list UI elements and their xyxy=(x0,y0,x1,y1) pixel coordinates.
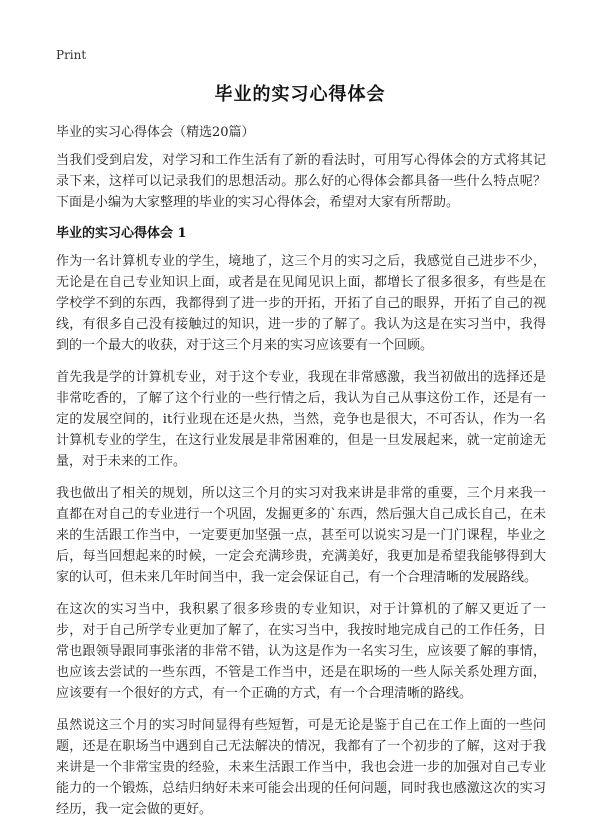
intro-paragraph: 当我们受到启发，对学习和工作生活有了新的看法时，可用写心得体会的方式将其记录下来，这样可以记录我们的思想活动。那么好的心得体会都具备一些什么特点呢？下面是小编为大家整理的毕业的实习心得体会，希望对大家有所帮助。 xyxy=(56,153,546,210)
print-link[interactable]: Print xyxy=(56,48,87,62)
body-paragraph: 作为一名计算机专业的学生，境地了，这三个月的实习之后，我感觉自己进步不少，无论是在自己专业知识上面，或者是在见闻见识上面，都增长了很多很多，有些是在学校学不到的东西，我都得到了进一步的开拓，开拓了自己的眼界，开拓了自己的视线，有很多自己没有接触过的知识，进一步的了解了。我认为这是在实习当中，我得到的一个最大的收获，对于这三个月来的实习应该要有一个回顾。 xyxy=(56,254,546,353)
body-paragraph: 我也做出了相关的规划，所以这三个月的实习对我来讲是非常的重要，三个月来我一直都在对自己的专业进行一个巩固，发掘更多的`东西，然后强大自己成长自己，在未来的生活跟工作当中，一定要更加坚强一点，甚至可以说实习是一门门课程，毕业之后，每当回想起来的时候，一定会充满珍贵，充满美好，我更加是希望我能够得到大家的认可，但未来几年时间当中，我一定会保证自己，有一个合理清晰的发展路线。 xyxy=(56,486,546,585)
body-paragraph: 首先我是学的计算机专业，对于这个专业，我现在非常感激，我当初做出的选择还是非常吃香的，了解了这个行业的一些行情之后，我认为自己从事这份工作，还是有一定的发展空间的，it行业现在还是火热，当然，竞争也是很大，不可否认，作为一名计算机专业的学生，在这行业发展是非常困难的，但是一旦发展起来，就一定前途无量，对于未来的工作。 xyxy=(56,370,546,469)
page-title: 毕业的实习心得体会 xyxy=(214,84,386,105)
document-subtitle: 毕业的实习心得体会（精选20篇） xyxy=(56,125,255,140)
body-paragraph: 虽然说这三个月的实习时间显得有些短暂，可是无论是鉴于自己在工作上面的一些问题，还是在职场当中遇到自己无法解决的情况，我都有了一个初步的了解，这对于我来讲是一个非常宝贵的经验，未来生活跟工作当中，我也会进一步的加强对自己专业能力的一个锻炼，总结归纳好未来可能会出现的任何问题，同时我也感激这次的实习经历，我一定会做的更好。 xyxy=(56,718,546,817)
body-paragraph: 在这次的实习当中，我积累了很多珍贵的专业知识，对于计算机的了解又更近了一步，对于自己所学专业更加了解了，在实习当中，我按时地完成自己的工作任务，日常也跟领导跟同事张渚的非常不错，认为这是作为一名实习生，应该要了解的事情，也应该去尝试的一些东西，不管是工作当中，还是在职场的一些人际关系处理方面，应该要有一个很好的方式，有一个正确的方式，有一个合理清晰的路线。 xyxy=(56,602,546,701)
section-heading: 毕业的实习心得体会 1 xyxy=(56,226,187,241)
article-body xyxy=(56,150,546,831)
